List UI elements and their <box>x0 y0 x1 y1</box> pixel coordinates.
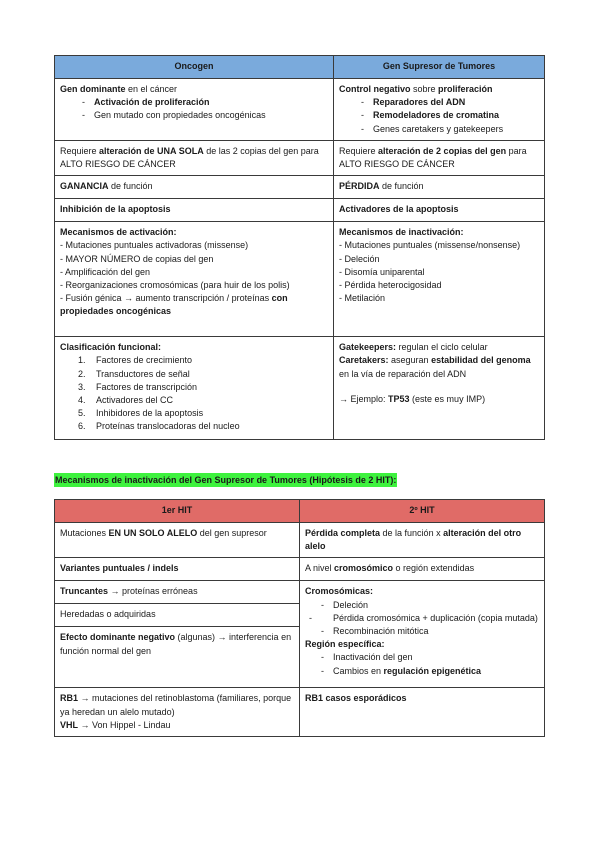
text: aseguran <box>388 355 432 366</box>
text: Recombinación mitótica <box>333 626 429 637</box>
text: Deleción <box>333 599 369 610</box>
chromosomal-title: Cromosómicas: <box>305 586 374 597</box>
cell-oncogen-classification <box>55 337 334 440</box>
cell-suppressor-requirement <box>334 140 545 175</box>
table-row <box>55 523 545 558</box>
cell-second-hit-details <box>300 581 545 688</box>
cell-second-hit-sporadic <box>300 688 545 737</box>
text: en la vía de reparación del ADN <box>339 368 467 379</box>
cell-first-hit-truncating <box>55 581 300 604</box>
list-item: 1. Factores de crecimiento <box>78 355 193 366</box>
cell-second-hit-loss <box>300 523 545 558</box>
text: para ALTO RIESGO DE CÁNCER <box>339 145 527 170</box>
text: Truncantes <box>60 586 109 597</box>
list-item: - Cambios en regulación epigenética <box>321 665 482 676</box>
cell-oncogen-requirement <box>55 140 334 175</box>
text: Pérdida completa <box>305 528 381 538</box>
list-item: - Inactivación del gen <box>321 652 413 663</box>
cell-suppressor-types <box>334 337 545 440</box>
text: de función <box>108 181 153 192</box>
vhl-line <box>60 719 294 732</box>
text: Requiere <box>339 145 379 156</box>
cell-first-hit-variants <box>55 558 300 581</box>
two-hit-table <box>54 499 545 737</box>
list-item: - Recombinación mitótica <box>321 626 429 637</box>
classification-title: Clasificación funcional: <box>60 342 162 353</box>
list-item: 6. Proteínas translocadoras del nucleo <box>78 421 240 432</box>
text: EN UN SOLO ALELO <box>108 528 198 538</box>
gatekeepers-line <box>339 341 539 354</box>
text: sobre <box>410 84 439 94</box>
text: regulan el ciclo celular <box>396 342 488 353</box>
oncogen-vs-suppressor-table <box>54 55 545 440</box>
text: Cambios en <box>333 665 384 676</box>
text: (algunas) → interferencia en función normal del gen <box>60 632 292 656</box>
list-item: - Pérdida cromosómica + duplicación (copia mutada) <box>309 612 538 623</box>
text: de función <box>379 181 424 192</box>
table-row <box>55 688 545 737</box>
text: del gen supresor <box>197 528 267 538</box>
text: Remodeladores de cromatina <box>373 110 500 121</box>
cell-suppressor-apoptosis: Activadores de la apoptosis <box>334 199 545 222</box>
list-item: - Gen mutado con propiedades oncogénicas <box>82 110 266 121</box>
header-first-hit: 1er HIT <box>55 500 300 523</box>
text: → proteínas erróneas <box>108 586 198 597</box>
table-row <box>55 176 545 199</box>
cell-oncogen-gain <box>55 176 334 199</box>
text: VHL <box>60 719 78 730</box>
example-line <box>339 393 539 406</box>
list-item: 2. Transductores de señal <box>78 368 190 379</box>
text: Gen dominante <box>60 84 126 94</box>
cell-first-hit-mutation <box>55 523 300 558</box>
rb1-line <box>60 692 294 718</box>
text: TP53 <box>388 393 410 404</box>
text: RB1 casos esporádicos <box>305 693 407 704</box>
text: - Fusión génica → aumento transcripción / proteínas <box>60 293 272 304</box>
table-row <box>55 199 545 222</box>
list-item: - Deleción <box>321 599 369 610</box>
text: alteración de 2 copias del gen <box>378 145 507 156</box>
mechanisms-title: Mecanismos de activación: <box>60 227 177 238</box>
text: Proteínas translocadoras del nucleo <box>96 421 240 432</box>
header-oncogen: Oncogen <box>55 56 334 79</box>
cell-suppressor-control <box>334 79 545 141</box>
text: estabilidad del genoma <box>431 355 531 366</box>
text: Efecto dominante negativo <box>60 632 176 643</box>
cell-oncogen-apoptosis: Inhibición de la apoptosis <box>55 199 334 222</box>
text: proliferación <box>438 84 493 94</box>
text: con propiedades oncogénicas <box>60 293 288 317</box>
list-item: 4. Activadores del CC <box>78 395 174 406</box>
text: Genes caretakers y gatekeepers <box>373 123 504 134</box>
table-row <box>55 558 545 581</box>
text: Factores de transcripción <box>96 381 198 392</box>
table2-header-row <box>55 500 545 523</box>
table-row <box>55 337 545 440</box>
list-item: - Genes caretakers y gatekeepers <box>361 123 504 134</box>
text: alteración de UNA SOLA <box>99 145 204 156</box>
text: (este es muy IMP) <box>409 393 486 404</box>
text: Pérdida cromosómica + duplicación (copia mutada) <box>333 612 538 623</box>
text: alteración del otro alelo <box>305 528 522 552</box>
table-row <box>55 79 545 141</box>
cell-second-hit-chromosomal <box>300 558 545 581</box>
header-second-hit: 2º HIT <box>300 500 545 523</box>
cell-oncogen-mechanisms <box>55 222 334 337</box>
mechanisms-title: Mecanismos de inactivación: <box>339 227 464 238</box>
text: de la función x <box>380 528 444 538</box>
list-item: - MAYOR NÚMERO de copias del gen <box>60 253 214 264</box>
list-item: - Disomía uniparental <box>339 266 425 277</box>
cell-first-hit-dominant-negative <box>55 627 300 688</box>
text: Gen mutado con propiedades oncogénicas <box>94 110 266 121</box>
list-item: - Reorganizaciones cromosómicas (para huir de los polis) <box>60 280 290 291</box>
text: PÉRDIDA <box>339 181 380 192</box>
list-item: - Activación de proliferación <box>82 97 210 108</box>
text: regulación epigenética <box>383 665 482 676</box>
cell-first-hit-inherited: Heredadas o adquiridas <box>55 604 300 627</box>
list-item: - Remodeladores de cromatina <box>361 110 500 121</box>
cell-oncogen-dominant <box>55 79 334 141</box>
header-tumor-suppressor: Gen Supresor de Tumores <box>334 56 545 79</box>
list-item: - Mutaciones puntuales (missense/nonsense) <box>339 240 521 251</box>
text: Activadores del CC <box>96 395 174 406</box>
text: de las 2 copias del gen para ALTO RIESGO DE CÁNCER <box>60 145 319 170</box>
list-item: - Metilación <box>339 293 386 304</box>
text: cromosómico <box>334 563 394 574</box>
text: GANANCIA <box>60 181 109 192</box>
text: Factores de crecimiento <box>96 355 193 366</box>
text: Gatekeepers: <box>339 342 397 353</box>
cell-suppressor-loss <box>334 176 545 199</box>
text: RB1 <box>60 693 79 704</box>
text: Requiere <box>60 145 100 156</box>
text: o región extendidas <box>393 563 475 574</box>
caretakers-line <box>339 354 539 380</box>
text: Transductores de señal <box>96 368 190 379</box>
text: Variantes puntuales / indels <box>60 563 179 574</box>
region-title: Región específica: <box>305 639 385 650</box>
text: Mutaciones <box>60 528 109 538</box>
list-item: - Amplificación del gen <box>60 266 151 277</box>
section-heading: Mecanismos de inactivación del Gen Supresor de Tumores (Hipótesis de 2 HIT): <box>55 475 397 485</box>
text: Activación de proliferación <box>94 97 210 108</box>
table1-header-row <box>55 56 545 79</box>
text: Reparadores del ADN <box>373 97 466 108</box>
cell-first-hit-examples <box>55 688 300 737</box>
list-item: 5. Inhibidores de la apoptosis <box>78 408 204 419</box>
list-item: - Reparadores del ADN <box>361 97 466 108</box>
list-item <box>60 292 328 318</box>
text: → mutaciones del retinoblastoma (familiares, porque ya heredan un alelo mutado) <box>60 693 292 717</box>
text: A nivel <box>305 563 335 574</box>
text: en el cáncer <box>125 84 178 94</box>
cell-suppressor-mechanisms <box>334 222 545 337</box>
list-item: - Pérdida heterocigosidad <box>339 280 442 291</box>
table-row <box>55 140 545 175</box>
text: → Ejemplo: <box>339 393 389 404</box>
list-item: - Mutaciones puntuales activadoras (missense) <box>60 240 249 251</box>
text: Inactivación del gen <box>333 652 413 663</box>
list-item: 3. Factores de transcripción <box>78 381 198 392</box>
text: Inhibidores de la apoptosis <box>96 408 204 419</box>
text: Caretakers: <box>339 355 389 366</box>
table-row <box>55 222 545 337</box>
text: → Von Hippel - Lindau <box>78 719 171 730</box>
list-item: - Deleción <box>339 253 380 264</box>
table-row <box>55 581 545 604</box>
text: Control negativo <box>339 84 411 94</box>
